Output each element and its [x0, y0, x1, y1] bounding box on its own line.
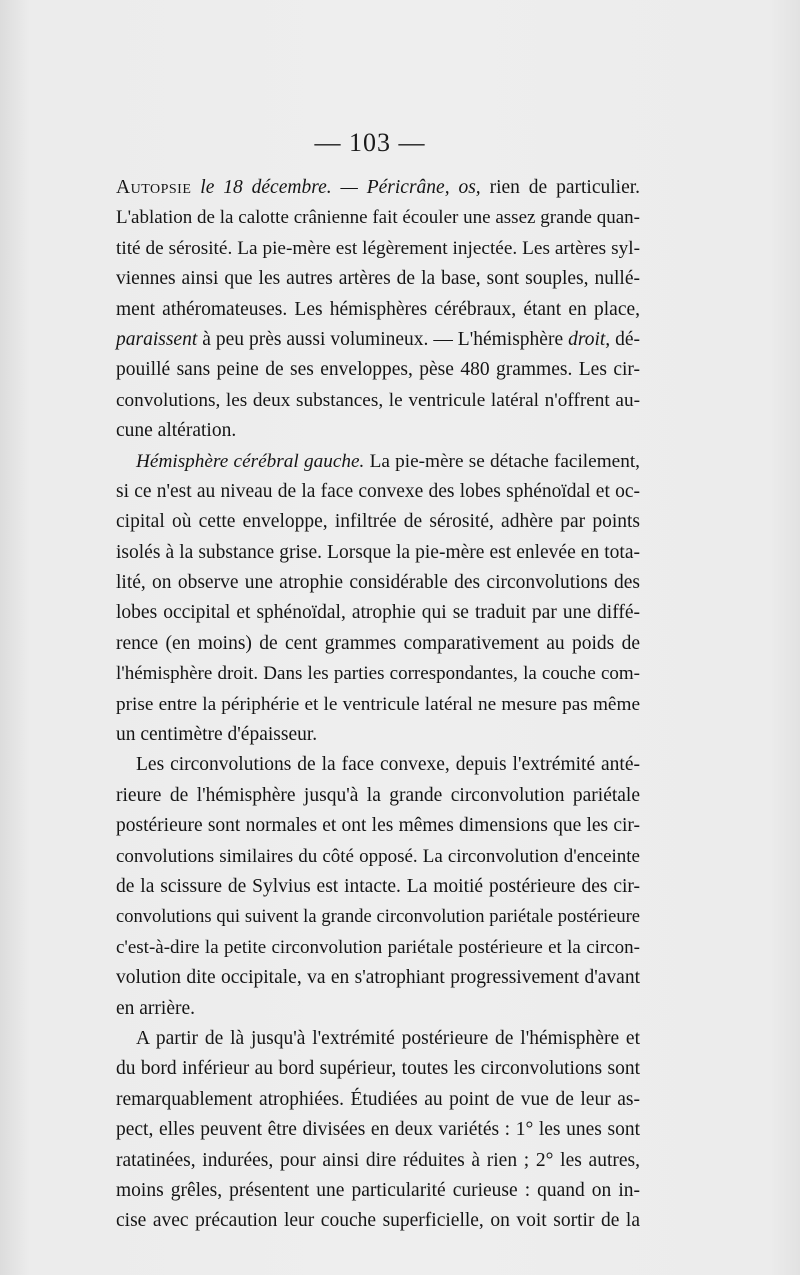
- text-line: prise entre la périphérie et le ventricule latéral ne mesure pas même: [116, 693, 640, 715]
- text-line: ratatinées, indurées, pour ainsi dire réduites à rien ; 2° les autres,: [116, 1149, 640, 1171]
- section-heading: Hémisphère cérébral gauche.: [136, 450, 365, 472]
- text-line: pouillé sans peine de ses enveloppes, pèse 480 grammes. Les cir-: [116, 359, 640, 381]
- text-span: à peu près aussi volumineux. — L'hémisphère: [202, 328, 564, 350]
- text-line: ment athéromateuses. Les hémisphères cérébraux, étant en place,: [116, 298, 640, 320]
- text-line: postérieure sont normales et ont les mêmes dimensions que les cir-: [116, 815, 640, 837]
- text-line: moins grêles, présentent une particularité curieuse : quand on in-: [116, 1179, 640, 1201]
- text-line: A partir de là jusqu'à l'extrémité postérieure de l'hémisphère et: [136, 1027, 640, 1049]
- text-line: [116, 325, 640, 355]
- text-line: cune altération.: [116, 420, 237, 442]
- text-line: volution dite occipitale, va en s'atrophiant progressivement d'avant: [116, 967, 640, 989]
- text-line: remarquablement atrophiées. Étudiées au point de vue de leur as-: [116, 1088, 640, 1110]
- text-line: L'ablation de la calotte crânienne fait écouler une assez grande quan-: [116, 207, 640, 229]
- text-line: lité, on observe une atrophie considérable des circonvolutions des: [116, 572, 640, 594]
- text-line: tité de sérosité. La pie-mère est légèrement injectée. Les artères syl-: [116, 237, 640, 259]
- text-line: c'est-à-dire la petite circonvolution pariétale postérieure et la circon-: [116, 936, 640, 958]
- text-span: rien de particulier.: [489, 177, 641, 198]
- text-line: lobes occipital et sphénoïdal, atrophie qui se traduit par une diffé-: [116, 602, 640, 624]
- page-number: — 103 —: [314, 128, 426, 157]
- text-line: [116, 447, 640, 477]
- autopsie-label: Autopsie: [116, 177, 192, 198]
- text-line: isolés à la substance grise. Lorsque la pie-mère est enlevée en tota-: [116, 541, 640, 563]
- text-span: droit,: [568, 328, 611, 350]
- text-line: cise avec précaution leur couche superficielle, on voit sortir de la: [116, 1210, 640, 1232]
- text-line: [116, 173, 640, 203]
- text-span: paraissent: [116, 328, 198, 350]
- text-line: rieure de l'hémisphère jusqu'à la grande circonvolution pariétale: [116, 784, 640, 806]
- text-line: de la scissure de Sylvius est intacte. La moitié postérieure des cir-: [116, 875, 640, 897]
- text-line: pect, elles peuvent être divisées en deux variétés : 1° les unes sont: [116, 1119, 640, 1141]
- text-span: dé-: [615, 328, 641, 350]
- text-line: rence (en moins) de cent grammes comparativement au poids de: [116, 632, 640, 654]
- body-text: [116, 173, 640, 1237]
- text-span: La pie-mère se détache facilement,: [369, 450, 640, 472]
- text-span: le 18 décembre. — Péricrâne, os,: [200, 177, 481, 198]
- text-line: en arrière.: [116, 997, 196, 1019]
- text-line: Les circonvolutions de la face convexe, depuis l'extrémité anté-: [136, 754, 640, 776]
- text-line: convolutions similaires du côté opposé. La circonvolution d'enceinte: [116, 845, 640, 867]
- text-line: convolutions, les deux substances, le ventricule latéral n'offrent au-: [116, 389, 640, 411]
- text-line: cipital où cette enveloppe, infiltrée de sérosité, adhère par points: [116, 511, 640, 533]
- text-line: un centimètre d'épaisseur.: [116, 724, 318, 746]
- text-line: viennes ainsi que les autres artères de la base, sont souples, nullé-: [116, 268, 640, 290]
- text-line: du bord inférieur au bord supérieur, toutes les circonvolutions sont: [116, 1058, 640, 1080]
- text-line: l'hémisphère droit. Dans les parties correspondantes, la couche com-: [116, 663, 640, 685]
- text-line: si ce n'est au niveau de la face convexe des lobes sphénoïdal et oc-: [116, 480, 640, 502]
- text-line: convolutions qui suivent la grande circonvolution pariétale postérieure: [116, 907, 640, 928]
